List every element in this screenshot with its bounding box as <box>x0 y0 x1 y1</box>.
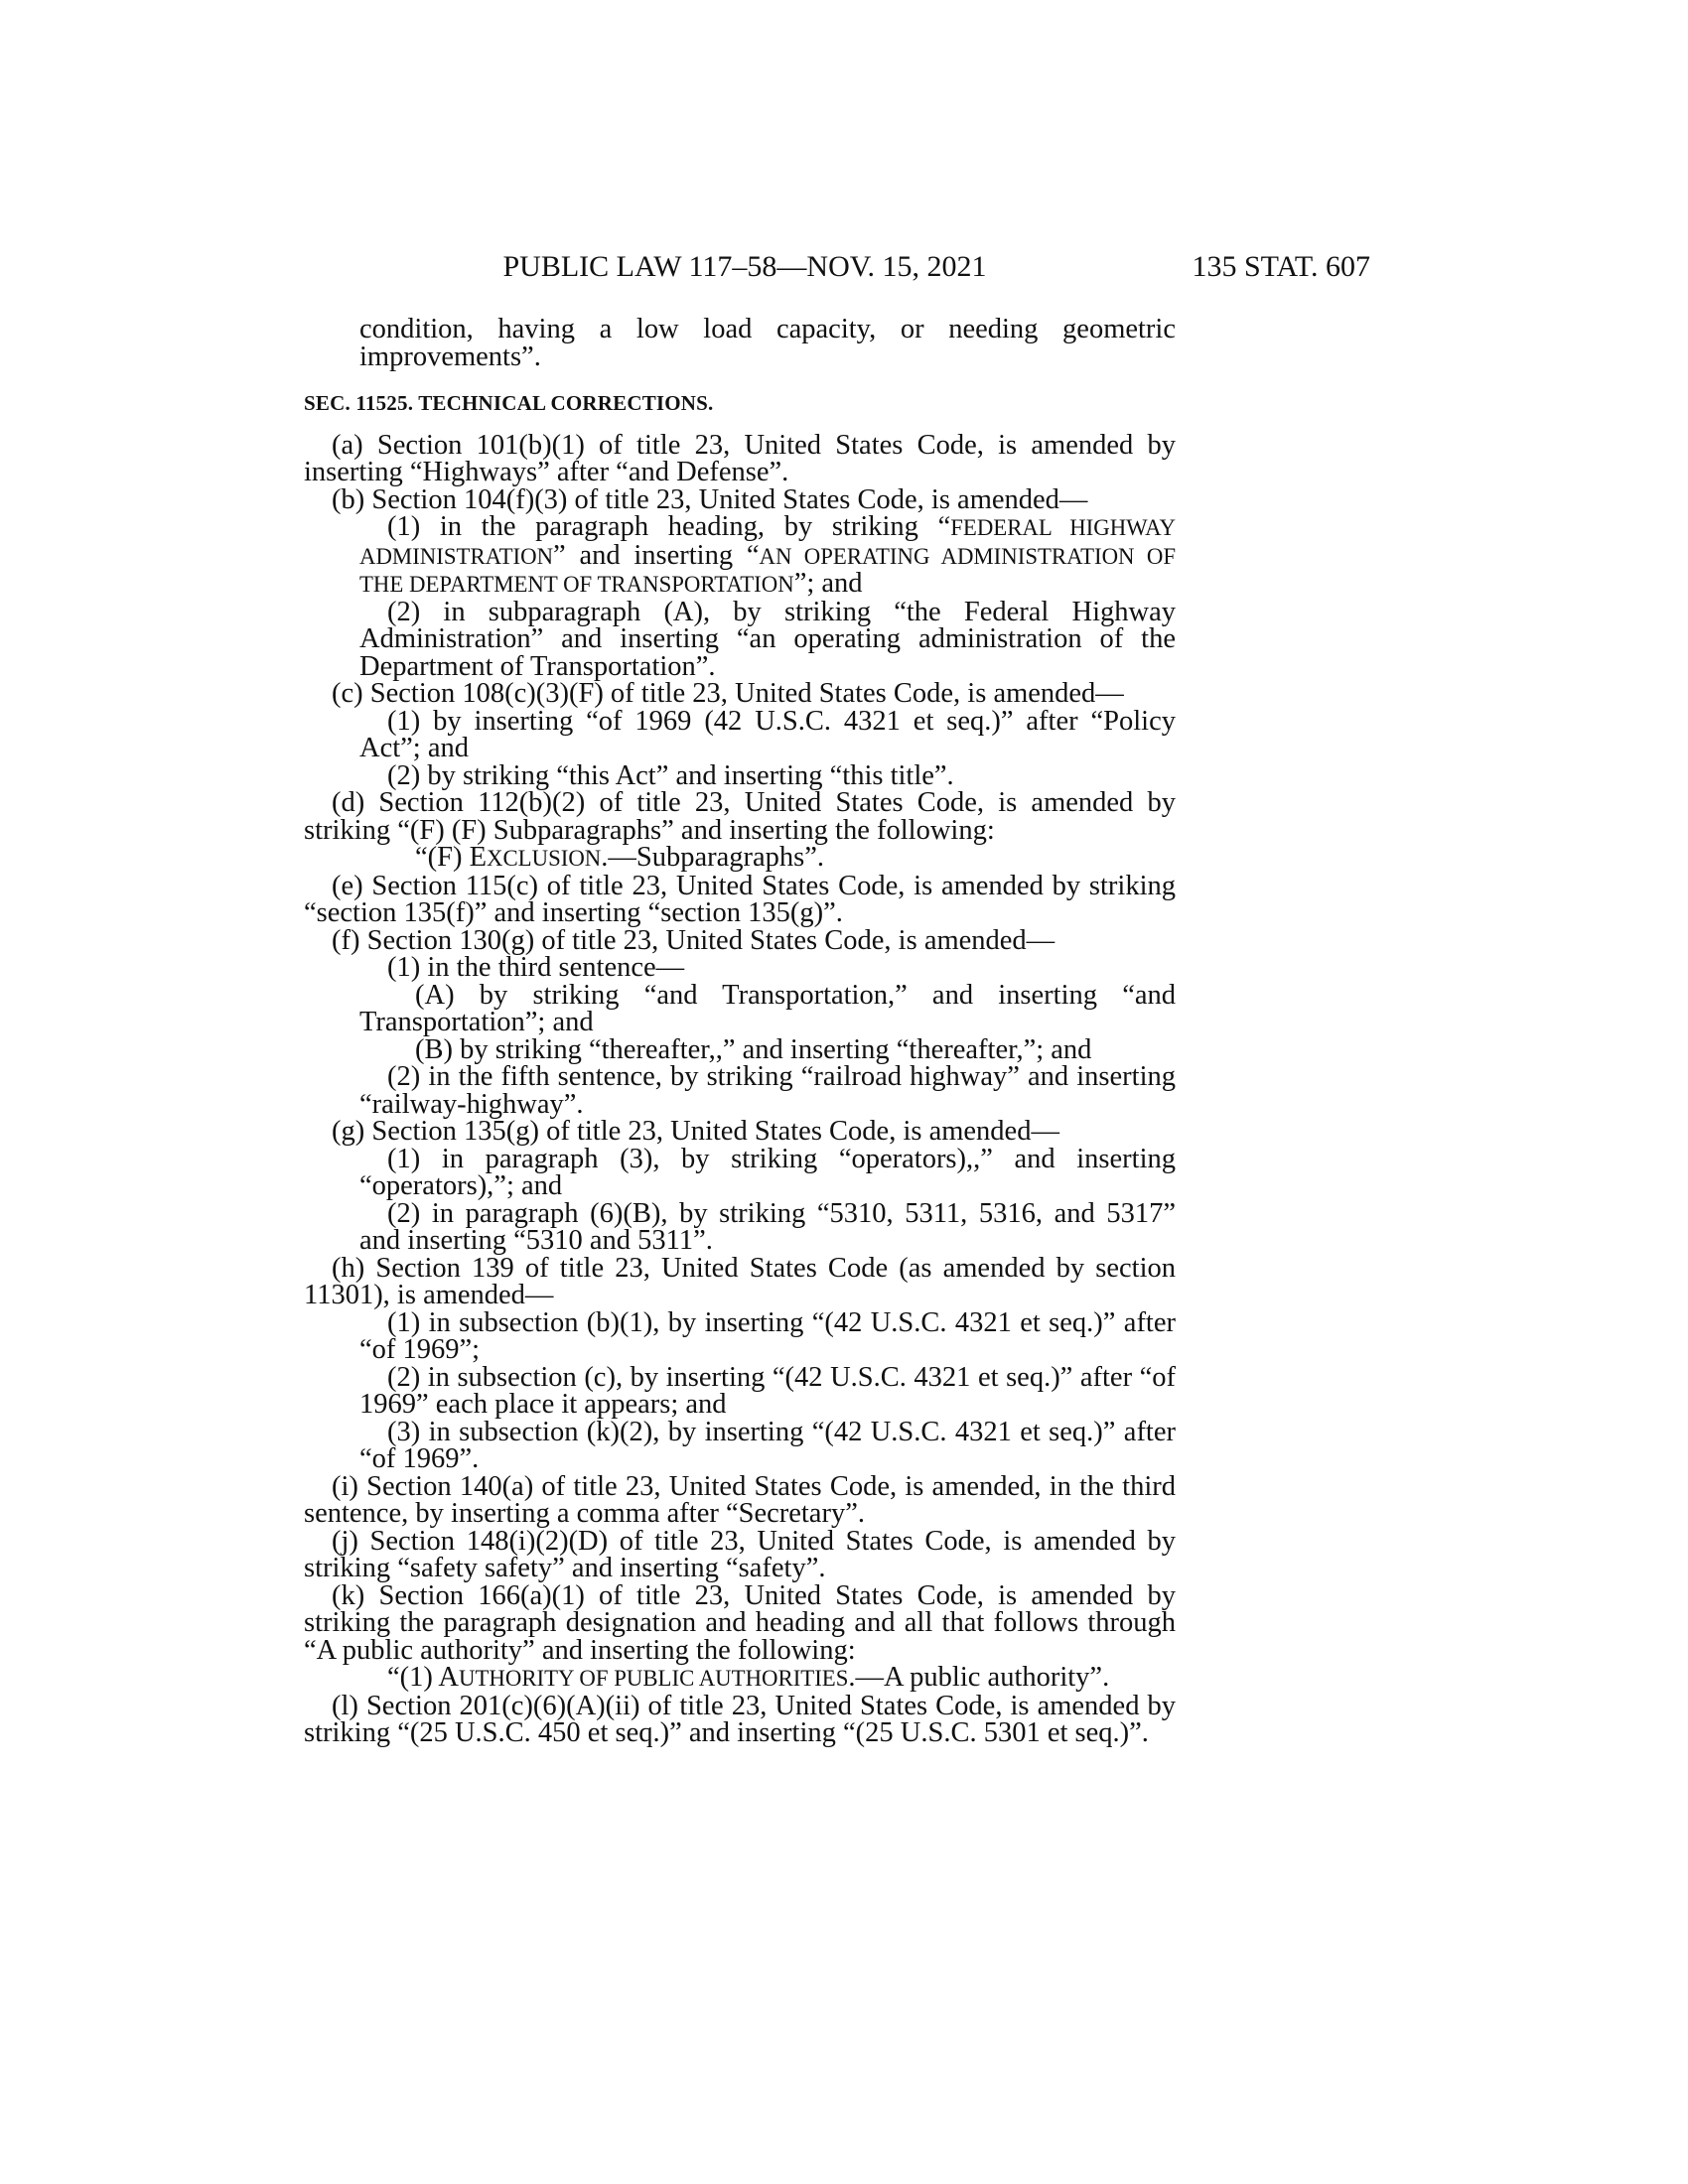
text-run: “(F) E <box>415 842 488 873</box>
small-caps-run: AN OPERATING ADMINISTRATION OF THE DEPARTMENT OF TRANSPORTATION <box>359 543 1176 597</box>
subsection-g: (g) Section 135(g) of title 23, United States Code, is amended— <box>332 1116 1059 1147</box>
subsection-a: (a) Section 101(b)(1) of title 23, United States Code, is amended by inserting “Highways” after “and Defense”. <box>304 429 1176 487</box>
paragraph-g1: (1) in paragraph (3), by striking “operators),,” and inserting “operators),”; and <box>359 1143 1176 1201</box>
quoted-text-d <box>304 844 1176 873</box>
quoted-text-k <box>304 1664 1176 1693</box>
subsection-h: (h) Section 139 of title 23, United States Code (as amended by section 11301), is amended— <box>304 1252 1176 1310</box>
text-run: ”; and <box>793 568 863 599</box>
text-run: ” and inserting “ <box>553 539 760 571</box>
paragraph-h1: (1) in subsection (b)(1), by inserting “(42 U.S.C. 4321 et seq.)” after “of 1969”; <box>359 1306 1176 1365</box>
paragraph-b2: (2) in subparagraph (A), by striking “the Federal Highway Administration” and inserting “an operating administration of the Department of Transportation”. <box>359 596 1176 682</box>
subparagraph-fB: (B) by striking “thereafter,,” and inserting “thereafter,”; and <box>415 1033 1092 1065</box>
statute-citation: 135 STAT. 607 <box>1192 250 1370 283</box>
subsection-d: (d) Section 112(b)(2) of title 23, United States Code, is amended by striking “(F) (F) Subparagraphs” and inserting the following: <box>304 787 1176 846</box>
section-heading: SEC. 11525. TECHNICAL CORRECTIONS. <box>304 391 714 415</box>
paragraph-h2: (2) in subsection (c), by inserting “(42 U.S.C. 4321 et seq.)” after “of 1969” each place it appears; and <box>359 1361 1176 1420</box>
continued-paragraph: condition, having a low load capacity, or needing geometric improvements”. <box>359 314 1176 372</box>
subsection-e: (e) Section 115(c) of title 23, United States Code, is amended by striking “section 135(f)” and inserting “section 135(g)”. <box>304 870 1176 928</box>
paragraph-g2: (2) in paragraph (6)(B), by striking “5310, 5311, 5316, and 5317” and inserting “5310 and 5311”. <box>359 1197 1176 1256</box>
paragraph-h3: (3) in subsection (k)(2), by inserting “(42 U.S.C. 4321 et seq.)” after “of 1969”. <box>359 1416 1176 1474</box>
subsection-k: (k) Section 166(a)(1) of title 23, United States Code, is amended by striking the paragraph designation and heading and all that follows through “A public authority” and inserting the following: <box>304 1579 1176 1666</box>
running-head: PUBLIC LAW 117–58—NOV. 15, 2021 <box>502 250 987 283</box>
subsection-l: (l) Section 201(c)(6)(A)(ii) of title 23, United States Code, is amended by striking “(25 U.S.C. 450 et seq.)” and inserting “(25 U.S.C. 5301 et seq.)”. <box>304 1690 1176 1748</box>
text-run: (1) in the paragraph heading, by striking “ <box>387 511 951 542</box>
subsection-b: (b) Section 104(f)(3) of title 23, United States Code, is amended— <box>332 483 1088 515</box>
paragraph-f2: (2) in the fifth sentence, by striking “railroad highway” and inserting “railway-highway”. <box>359 1061 1176 1120</box>
subsection-j: (j) Section 148(i)(2)(D) of title 23, United States Code, is amended by striking “safety safety” and inserting “safety”. <box>304 1525 1176 1583</box>
document-body <box>304 316 1176 1747</box>
small-caps-run: UTHORITY OF PUBLIC AUTHORITIES <box>459 1666 849 1691</box>
subsection-i: (i) Section 140(a) of title 23, United States Code, is amended, in the third sentence, by inserting a comma after “Secretary”. <box>304 1470 1176 1529</box>
text-run: .—Subparagraphs”. <box>601 842 825 873</box>
text-run: .—A public authority”. <box>848 1662 1110 1693</box>
paragraph-f1: (1) in the third sentence— <box>387 952 685 983</box>
subsection-c: (c) Section 108(c)(3)(F) of title 23, United States Code, is amended— <box>332 678 1124 709</box>
small-caps-run: XCLUSION <box>487 846 602 871</box>
subsection-f: (f) Section 130(g) of title 23, United States Code, is amended— <box>332 924 1055 956</box>
paragraph-c2: (2) by striking “this Act” and inserting “this title”. <box>387 759 954 791</box>
subparagraph-fA: (A) by striking “and Transportation,” and inserting “and Transportation”; and <box>359 979 1176 1037</box>
paragraph-c1: (1) by inserting “of 1969 (42 U.S.C. 4321 et seq.)” after “Policy Act”; and <box>359 705 1176 763</box>
small-caps-run: FEDERAL HIGHWAY ADMINISTRATION <box>359 515 1176 569</box>
text-run: “(1) A <box>387 1662 460 1693</box>
paragraph-b1 <box>304 513 1176 599</box>
